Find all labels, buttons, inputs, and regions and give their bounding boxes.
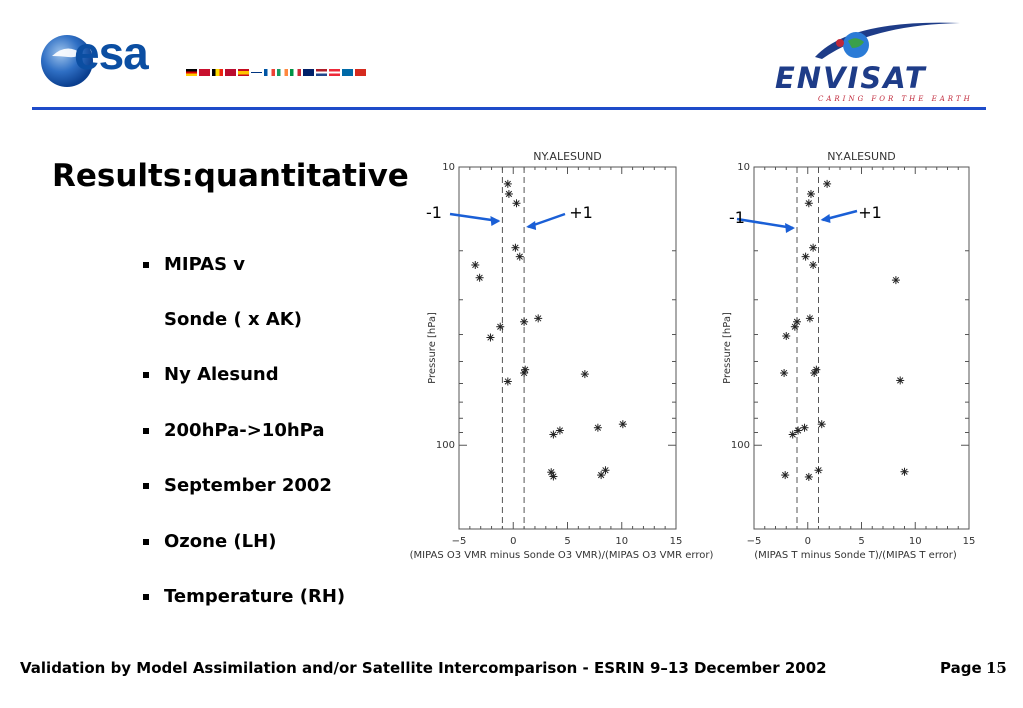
- y-tick-label: 10: [737, 162, 750, 173]
- flag-switzerland-icon: [355, 69, 366, 76]
- bullet-marker: [143, 372, 149, 378]
- bullet-marker: [143, 594, 149, 600]
- x-tick-label: −5: [746, 536, 762, 547]
- flag-finland-icon: [251, 69, 262, 76]
- data-point: [471, 261, 479, 269]
- page-label: Page: [940, 659, 982, 677]
- bullet-item: [143, 254, 245, 275]
- data-point: [781, 471, 789, 479]
- plus-one-label: +1: [569, 203, 593, 222]
- x-tick-label: 15: [669, 536, 683, 547]
- bullet-text: MIPAS v: [164, 254, 246, 275]
- data-point: [807, 190, 815, 198]
- x-tick-label: 0: [804, 536, 811, 547]
- data-point: [809, 244, 817, 252]
- data-point: [505, 190, 513, 198]
- envisat-tagline: CARING FOR THE EARTH: [818, 95, 973, 103]
- bullet-marker: [143, 483, 149, 489]
- flag-spain-icon: [238, 69, 249, 76]
- x-axis-label: (MIPAS O3 VMR minus Sonde O3 VMR)/(MIPAS O3 VMR error): [409, 550, 714, 561]
- plus-one-label: +1: [858, 203, 882, 222]
- flag-austria-icon: [329, 69, 340, 76]
- data-point: [892, 276, 900, 284]
- bullet-text: September 2002: [164, 475, 332, 496]
- data-point: [809, 261, 817, 269]
- member-flags: [186, 69, 366, 76]
- flag-netherlands-icon: [316, 69, 327, 76]
- bullet-text: Sonde ( x AK): [164, 309, 302, 330]
- bullet-text: 200hPa->10hPa: [164, 420, 325, 441]
- esa-logo-text: esa: [74, 27, 148, 79]
- plus-one-arrowhead: [526, 221, 536, 230]
- bullet-item: [143, 309, 302, 330]
- bullet-item: [143, 531, 276, 552]
- data-point: [516, 253, 524, 261]
- y-axis-label: Pressure [hPa]: [427, 312, 438, 384]
- data-point: [789, 431, 797, 439]
- y-tick-label: 100: [730, 440, 750, 452]
- bullet-marker-spacer: [143, 317, 149, 323]
- bullet-text: Ozone (LH): [164, 531, 277, 552]
- minus-one-arrow: [737, 219, 793, 228]
- chart-title: NY.ALESUND: [533, 150, 602, 163]
- minus-one-arrowhead: [490, 216, 500, 226]
- minus-one-label: -1: [426, 203, 442, 222]
- x-tick-label: 10: [615, 536, 629, 547]
- data-point: [896, 376, 904, 384]
- footer-text: Validation by Model Assimilation and/or Satellite Intercomparison - ESRIN 9–13 December 2002: [20, 659, 827, 677]
- flag-belgium-icon: [212, 69, 223, 76]
- data-point: [513, 199, 521, 207]
- data-point: [549, 472, 557, 480]
- data-point: [496, 323, 504, 331]
- bullet-item: [143, 420, 325, 441]
- data-point: [818, 420, 826, 428]
- x-tick-label: 5: [564, 536, 571, 547]
- data-point: [805, 473, 813, 481]
- page-number: 15: [986, 659, 1007, 677]
- x-tick-label: 15: [962, 536, 976, 547]
- data-point: [791, 323, 799, 331]
- x-tick-label: 0: [510, 536, 517, 547]
- bullet-marker: [143, 262, 149, 268]
- data-point: [597, 471, 605, 479]
- x-tick-label: −5: [451, 536, 467, 547]
- data-point: [594, 424, 602, 432]
- data-point: [581, 370, 589, 378]
- flag-germany-icon: [186, 69, 197, 76]
- y-tick-label: 100: [435, 440, 455, 452]
- data-point: [806, 314, 814, 322]
- bullet-text: Temperature (RH): [164, 586, 346, 607]
- data-point: [780, 369, 788, 377]
- bullet-item: [143, 586, 345, 607]
- data-point: [802, 253, 810, 261]
- data-point: [520, 369, 528, 377]
- y-tick-label: 10: [442, 162, 455, 173]
- data-point: [810, 369, 818, 377]
- data-point: [556, 426, 564, 434]
- data-point: [520, 318, 528, 326]
- data-point: [549, 431, 557, 439]
- slide-title: Results:quantitative: [52, 158, 409, 194]
- flag-ireland-icon: [277, 69, 288, 76]
- bullet-marker: [143, 539, 149, 545]
- data-point: [486, 334, 494, 342]
- bullet-marker: [143, 428, 149, 434]
- flag-france-icon: [264, 69, 275, 76]
- temperature-scatter-chart: [705, 148, 985, 563]
- flag-sweden-icon: [342, 69, 353, 76]
- data-point: [794, 426, 802, 434]
- x-tick-label: 5: [858, 536, 865, 547]
- chart-title: NY.ALESUND: [827, 150, 896, 163]
- ozone-scatter-chart: [405, 148, 723, 563]
- flag-norway-icon: [225, 69, 236, 76]
- x-axis-label: (MIPAS T minus Sonde T)/(MIPAS T error): [754, 550, 957, 561]
- flag-denmark-icon: [199, 69, 210, 76]
- data-point: [476, 274, 484, 282]
- data-point: [823, 180, 831, 188]
- bullet-text: Ny Alesund: [164, 364, 279, 385]
- data-point: [511, 244, 519, 252]
- data-point: [504, 180, 512, 188]
- envisat-swoosh-icon: [810, 15, 980, 60]
- flag-uk-icon: [303, 69, 314, 76]
- data-point: [619, 420, 627, 428]
- data-point: [782, 332, 790, 340]
- x-tick-label: 10: [908, 536, 922, 547]
- data-point: [815, 466, 823, 474]
- header-divider: [32, 107, 986, 110]
- bullet-item: [143, 364, 279, 385]
- esa-logo: [38, 24, 438, 94]
- minus-one-label: -1: [729, 208, 745, 227]
- flag-italy-icon: [290, 69, 301, 76]
- data-point: [534, 314, 542, 322]
- envisat-logo-text: ENVISAT: [775, 61, 927, 95]
- data-point: [504, 377, 512, 385]
- data-point: [805, 199, 813, 207]
- bullet-item: [143, 475, 332, 496]
- plus-one-arrowhead: [821, 214, 831, 223]
- minus-one-arrowhead: [785, 223, 795, 233]
- envisat-logo: [770, 15, 990, 105]
- data-point: [901, 468, 909, 476]
- y-axis-label: Pressure [hPa]: [722, 312, 733, 384]
